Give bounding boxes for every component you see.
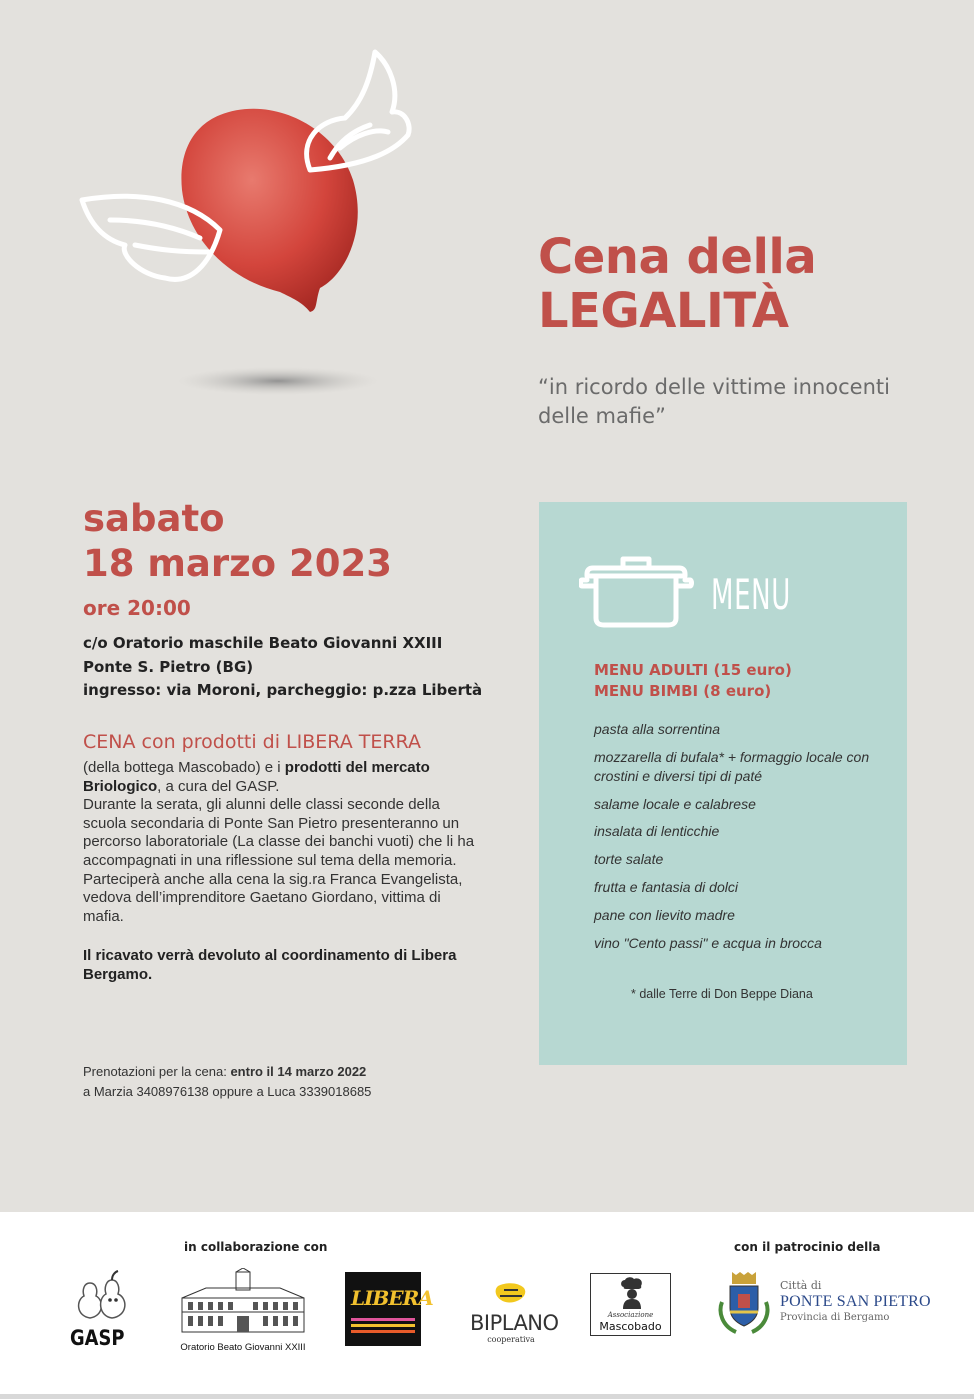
menu-adult-price: MENU ADULTI (15 euro)	[594, 661, 792, 679]
comune-logo	[714, 1272, 944, 1336]
biplane-icon	[470, 1280, 552, 1308]
dinner-heading: CENA con prodotti di LIBERA TERRA	[83, 731, 421, 753]
menu-list	[594, 720, 894, 961]
venue-line-2: Ponte S. Pietro (BG)	[83, 657, 254, 676]
event-venue	[83, 632, 482, 703]
menu-item: frutta e fantasia di dolci	[594, 878, 738, 895]
menu-item: torte salate	[594, 851, 664, 868]
menu-title: MENU	[711, 570, 791, 619]
venue-line-3: ingresso: via Moroni, parcheggio: p.zza Libertà	[83, 681, 483, 699]
biplano-logo	[470, 1280, 559, 1346]
booking-info	[83, 1062, 371, 1102]
gasp-logo	[70, 1268, 136, 1348]
libera-stripe-pink	[351, 1318, 415, 1321]
comune-province: Provincia di Bergamo	[780, 1312, 890, 1323]
comune-name: PONTE SAN PIETRO	[780, 1293, 931, 1310]
chef-figure-icon	[618, 1277, 646, 1309]
cooking-pot-icon	[579, 554, 694, 630]
oratorio-logo	[176, 1268, 310, 1353]
menu-item: salame locale e calabrese	[594, 795, 756, 812]
menu-box	[539, 502, 907, 1065]
subtitle-line-1: “in ricordo delle vittime innocenti	[538, 375, 890, 399]
description-part2: , a cura del GASP.	[157, 777, 280, 795]
oratorio-building-drawing	[176, 1268, 310, 1334]
event-day: sabato	[83, 497, 225, 540]
libera-logo	[345, 1272, 433, 1346]
event-time: ore 20:00	[83, 596, 191, 620]
menu-item: insalata di lenticchie	[594, 823, 720, 840]
description-paragraph: Durante la serata, gli alunni delle classi seconde della scuola secondaria di Ponte San Pietro presenteranno un percorso laboratoriale (La classe dei banchi vuoti) che li ha accompagnati in una riflessione sul tema della memoria. Parteciperà anche alla cena la sig.ra Franca Evangelista, vedova dell’imprenditore Gaetano Giordano, vittima di mafia.	[83, 796, 475, 925]
libera-stripe-orange	[351, 1330, 415, 1333]
menu-item: pasta alla sorrentina	[594, 721, 721, 737]
event-date: 18 marzo 2023	[83, 542, 392, 585]
menu-footnote: * dalle Terre di Don Beppe Diana	[631, 987, 813, 1001]
proceeds-note: Il ricavato verrà devoluto al coordinamento di Libera Bergamo.	[83, 947, 457, 983]
libera-stripe-yellow	[351, 1324, 415, 1327]
booking-label: Prenotazioni per la cena:	[83, 1064, 231, 1079]
mascobado-logo	[590, 1273, 671, 1336]
comune-city-label: Città di	[780, 1279, 822, 1292]
description-part1: (della bottega Mascobado) e i	[83, 759, 285, 776]
booking-deadline: entro il 14 marzo 2022	[230, 1064, 367, 1079]
venue-line-1: c/o Oratorio maschile Beato Giovanni XXIII	[83, 634, 443, 652]
title-line-2: LEGALITÀ	[538, 283, 789, 339]
flying-tomato-illustration	[70, 40, 430, 410]
menu-kids-price: MENU BIMBI (8 euro)	[594, 682, 772, 700]
menu-prices	[594, 660, 792, 702]
description-text	[83, 759, 483, 926]
menu-item: pane con lievito madre	[594, 906, 735, 923]
mascobado-logo-text: Mascobado	[599, 1320, 662, 1333]
oratorio-logo-text: Oratorio Beato Giovanni XXIII	[180, 1342, 306, 1353]
description-bold: prodotti del mercato Briologico	[83, 759, 430, 795]
menu-item: vino "Cento passi" e acqua in brocca	[594, 934, 822, 951]
menu-item: mozzarella di bufala* + formaggio locale con crostini e diversi tipi di paté	[594, 748, 870, 784]
pear-icon	[70, 1268, 136, 1323]
libera-logo-text: LIBERA	[351, 1286, 433, 1310]
bottom-border	[0, 1394, 974, 1399]
biplano-logo-text: BIPLANO	[470, 1311, 559, 1335]
gasp-logo-text: GASP	[70, 1326, 125, 1350]
subtitle	[538, 373, 938, 431]
coat-of-arms-icon	[714, 1272, 774, 1336]
subtitle-line-2: delle mafie”	[538, 404, 666, 428]
biplano-logo-subtext: cooperativa	[487, 1335, 535, 1344]
patronage-label: con il patrocinio della	[734, 1240, 881, 1254]
title-line-1: Cena della	[538, 229, 817, 285]
collaboration-label: in collaborazione con	[184, 1240, 328, 1254]
mascobado-association-label: Associazione	[607, 1311, 654, 1319]
page-title	[538, 230, 816, 338]
booking-contacts: a Marzia 3408976138 oppure a Luca 3339018685	[83, 1084, 372, 1099]
